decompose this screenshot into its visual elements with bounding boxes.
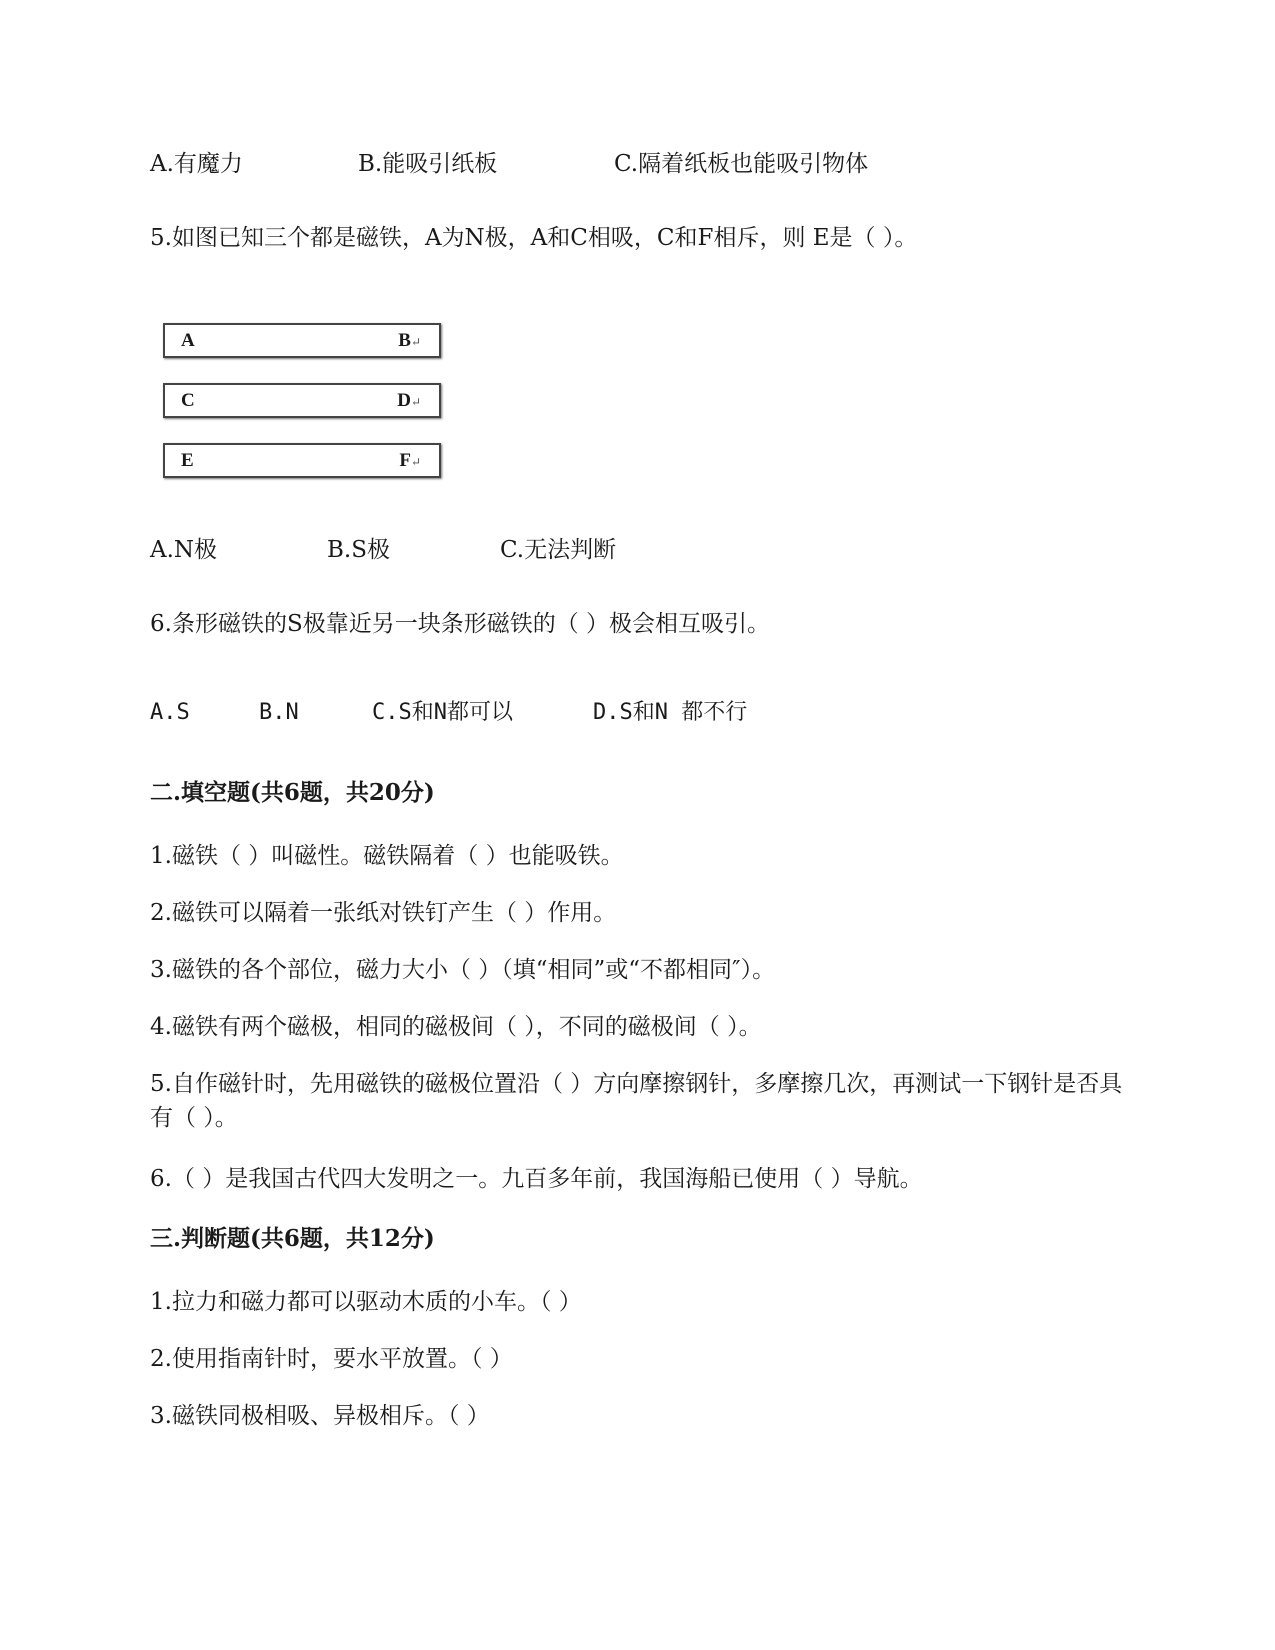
fill-item-5: 5.自作磁针时，先用磁铁的磁极位置沿（ ）方向摩擦钢针，多摩擦几次，再测试一下钢针是否具有（ ）。 bbox=[150, 1071, 1123, 1131]
q4-option-a: A.有魔力 bbox=[150, 151, 243, 177]
judge-item-1: 1.拉力和磁力都可以驱动木质的小车。（ ） bbox=[150, 1289, 582, 1315]
q5-option-a: A.N极 bbox=[150, 537, 218, 563]
section-2-heading: 二.填空题(共6题，共20分) bbox=[150, 779, 435, 806]
fill-item-2: 2.磁铁可以隔着一张纸对铁钉产生（ ）作用。 bbox=[150, 900, 617, 926]
fill-item-4: 4.磁铁有两个磁极，相同的磁极间（ ），不同的磁极间（ ）。 bbox=[150, 1014, 762, 1040]
magnet-pole-label: B bbox=[398, 330, 411, 351]
q6-option-b: B.N bbox=[259, 700, 299, 725]
q5-option-b: B.S极 bbox=[327, 537, 390, 563]
section-3-heading: 三.判断题(共6题，共12分) bbox=[150, 1225, 435, 1252]
q4-option-b: B.能吸引纸板 bbox=[358, 151, 498, 177]
fill-item-6: 6.（ ）是我国古代四大发明之一。九百多年前，我国海船已使用（ ）导航。 bbox=[150, 1166, 923, 1192]
judge-item-3: 3.磁铁同极相吸、异极相斥。（ ） bbox=[150, 1403, 490, 1429]
magnet-pole-label: A bbox=[181, 330, 195, 351]
q4-option-c: C.隔着纸板也能吸引物体 bbox=[614, 151, 869, 177]
question-6-text: 6.条形磁铁的S极靠近另一块条形磁铁的（ ）极会相互吸引。 bbox=[150, 611, 771, 637]
q6-option-c: C.S和N都可以 bbox=[372, 700, 513, 725]
fill-item-1: 1.磁铁（ ）叫磁性。磁铁隔着（ ）也能吸铁。 bbox=[150, 843, 624, 869]
magnet-cd bbox=[163, 383, 441, 418]
fill-item-3: 3.磁铁的各个部位，磁力大小（ ）（填“相同”或“不都相同″）。 bbox=[150, 957, 776, 983]
return-mark-icon: ↵ bbox=[410, 455, 421, 469]
return-mark-icon: ↵ bbox=[410, 335, 421, 349]
return-mark-icon: ↵ bbox=[410, 395, 421, 409]
magnet-pole-label: E bbox=[181, 450, 194, 471]
judge-item-2: 2.使用指南针时，要水平放置。（ ） bbox=[150, 1346, 513, 1372]
magnet-pole-label: D bbox=[397, 390, 411, 411]
question-5-text: 5.如图已知三个都是磁铁，A为N极，A和C相吸，C和F相斥，则 E是（ ）。 bbox=[150, 225, 918, 251]
q6-option-d: D.S和N 都不行 bbox=[593, 700, 748, 725]
q5-option-c: C.无法判断 bbox=[500, 537, 617, 563]
magnet-ef bbox=[163, 443, 441, 478]
magnet-ab bbox=[163, 323, 441, 358]
magnet-pole-label: C bbox=[181, 390, 195, 411]
magnet-pole-label: F bbox=[399, 450, 411, 471]
q6-option-a: A.S bbox=[150, 700, 190, 725]
